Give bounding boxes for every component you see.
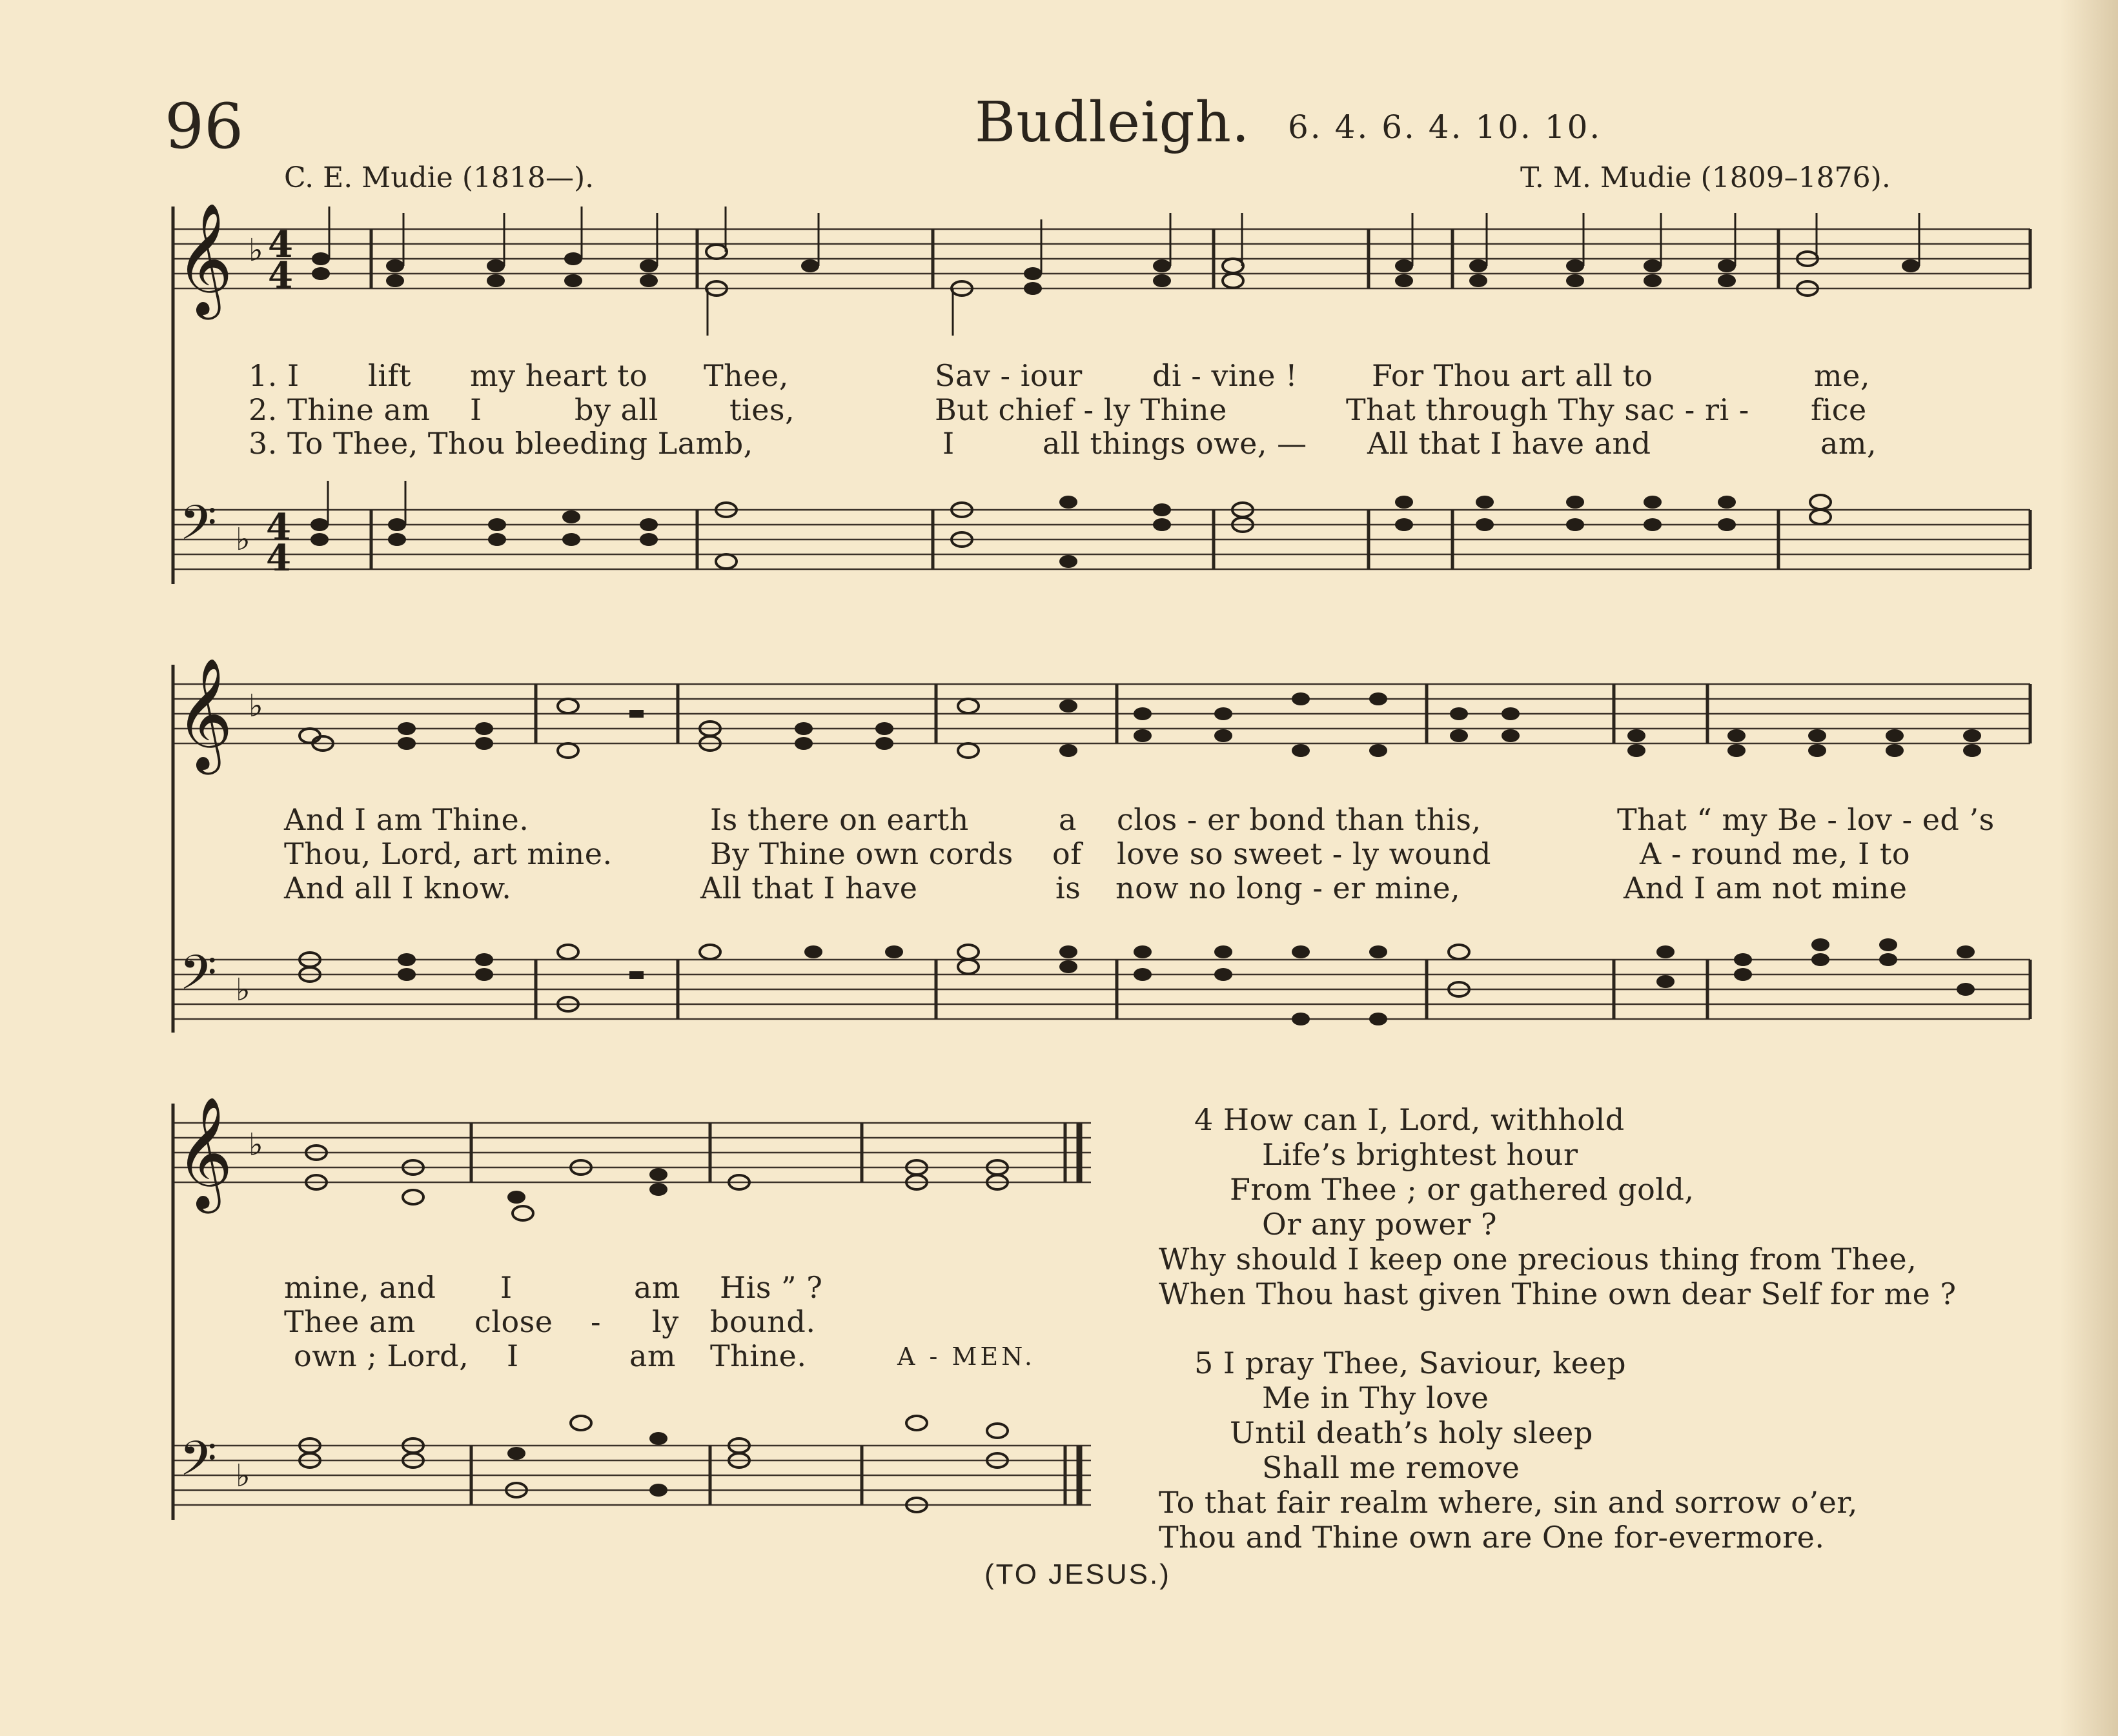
lyric: Sav - iour <box>935 358 1083 393</box>
verse-line: Thou and Thine own are One for-evermore. <box>1159 1520 1825 1555</box>
lyric: That through Thy sac - ri - <box>1346 392 1749 427</box>
lyric: Thee am <box>284 1304 416 1339</box>
svg-text:4: 4 <box>266 506 291 549</box>
lyric: am <box>634 1270 681 1305</box>
lyric: I <box>500 1270 513 1305</box>
lyric: I <box>507 1338 519 1373</box>
verse-line: To that fair realm where, sin and sorrow o’er, <box>1159 1485 1858 1520</box>
lyric: my heart to <box>470 358 648 393</box>
music-composer: T. M. Mudie (1809–1876). <box>1520 161 1891 194</box>
lyric: lift <box>368 358 411 393</box>
lyric: am, <box>1820 426 1877 461</box>
lyric: Thou, Lord, art mine. <box>284 836 613 871</box>
hymn-subject: (TO JESUS.) <box>984 1559 1171 1590</box>
svg-text:𝄢: 𝄢 <box>179 1431 217 1499</box>
lyric: All that I have <box>700 871 918 905</box>
svg-text:4: 4 <box>266 537 291 580</box>
svg-text:♭: ♭ <box>236 521 250 558</box>
svg-text:𝄢: 𝄢 <box>179 945 217 1013</box>
svg-text:♭: ♭ <box>236 1458 250 1494</box>
lyric: mine, and <box>284 1270 436 1305</box>
lyric: now no long - er mine, <box>1115 871 1461 905</box>
verse-line: Life’s brightest hour <box>1262 1137 1578 1172</box>
svg-text:♭: ♭ <box>236 972 250 1008</box>
treble-clef-icon: 𝄞 <box>176 203 233 315</box>
lyric: Thee, <box>704 358 789 393</box>
verse-line: Or any power ? <box>1262 1207 1497 1242</box>
hymn-meter: 6. 4. 6. 4. 10. 10. <box>1288 108 1602 146</box>
lyric: all things owe, — <box>1043 426 1307 461</box>
verse-line: 5 I pray Thee, Saviour, keep <box>1194 1346 1627 1380</box>
lyric: 2. Thine am <box>249 392 431 427</box>
lyric: bound. <box>710 1304 816 1339</box>
lyric: 3. To Thee, Thou bleeding Lamb, <box>249 426 753 461</box>
lyric: ties, <box>729 392 795 427</box>
lyric: For Thou art all to <box>1372 358 1653 393</box>
lyric: by all <box>575 392 658 427</box>
lyric: me, <box>1814 358 1870 393</box>
lyric: I <box>470 392 482 427</box>
verse-line: When Thou hast given Thine own dear Self for me ? <box>1159 1277 1957 1311</box>
lyric: His ” ? <box>720 1270 823 1305</box>
lyric: love so sweet - ly wound <box>1117 836 1491 871</box>
svg-text:♭: ♭ <box>249 688 263 724</box>
verse-line: From Thee ; or gathered gold, <box>1230 1172 1695 1207</box>
page-number: 96 <box>165 90 244 163</box>
svg-text:4: 4 <box>268 254 293 297</box>
bass-clef-icon: 𝄢 <box>179 495 217 563</box>
verse-line: Until death’s holy sleep <box>1230 1415 1593 1450</box>
lyric: 1. I <box>249 358 300 393</box>
hymn-title: Budleigh. <box>975 90 1250 155</box>
verse-line: Shall me remove <box>1262 1450 1520 1485</box>
svg-text:𝄞: 𝄞 <box>176 1096 233 1209</box>
words-author: C. E. Mudie (1818—). <box>284 161 595 194</box>
lyric: di - vine ! <box>1152 358 1298 393</box>
svg-text:𝄞: 𝄞 <box>176 658 233 770</box>
lyric: Is there on earth <box>710 802 969 837</box>
lyric: I <box>942 426 955 461</box>
lyric: fice <box>1811 392 1867 427</box>
lyric: a <box>1059 802 1077 837</box>
verse-line: 4 How can I, Lord, withhold <box>1194 1102 1625 1137</box>
lyric: But chief - ly Thine <box>935 392 1227 427</box>
lyric: And all I know. <box>284 871 512 905</box>
lyric: A - round me, I to <box>1640 836 1911 871</box>
lyric: ly <box>652 1304 679 1339</box>
lyric: And I am Thine. <box>284 802 529 837</box>
svg-text:4: 4 <box>268 223 293 266</box>
svg-text:♭: ♭ <box>249 1127 263 1163</box>
verse-line: Why should I keep one precious thing from Thee, <box>1159 1242 1917 1277</box>
lyric: That “ my Be - lov - ed ’s <box>1617 802 1995 837</box>
lyric: And I am not mine <box>1624 871 1908 905</box>
verse-line: Me in Thy love <box>1262 1380 1489 1415</box>
lyric: By Thine own cords <box>710 836 1013 871</box>
lyric: All that I have and <box>1367 426 1651 461</box>
lyric: is <box>1055 871 1081 905</box>
lyric: close <box>474 1304 553 1339</box>
amen: A - MEN. <box>897 1342 1035 1371</box>
lyric: Thine. <box>710 1338 807 1373</box>
svg-text:♭: ♭ <box>249 232 263 268</box>
lyric: am <box>629 1338 677 1373</box>
lyric: - <box>591 1304 602 1339</box>
lyric: of <box>1052 836 1082 871</box>
lyric: clos - er bond than this, <box>1117 802 1482 837</box>
lyric: own ; Lord, <box>294 1338 469 1373</box>
